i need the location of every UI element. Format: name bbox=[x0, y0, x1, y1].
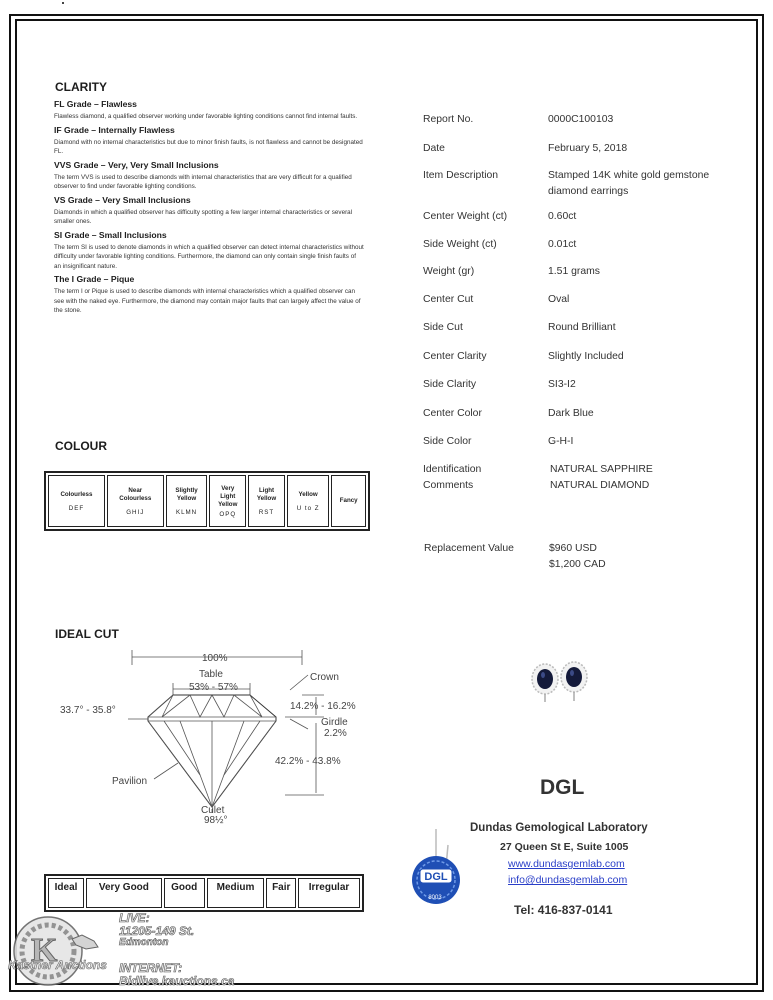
colour-cell bbox=[287, 475, 329, 527]
comments-label: Comments bbox=[423, 480, 474, 491]
grade-description: Flawless diamond, a qualified observer working under favorable lighting conditions cannot find internal faults. bbox=[54, 113, 358, 120]
logo-text: Kastner Auctions bbox=[8, 958, 107, 972]
colour-label: Near bbox=[128, 486, 143, 494]
grade-description: Diamond with no internal characteristics but due to minor finish faults, is not flawless and cannot be designated FL. bbox=[54, 138, 363, 155]
grade-vvs bbox=[54, 160, 364, 192]
crown-height-label: 14.2% - 16.2% bbox=[290, 701, 356, 712]
grade-description: The term I or Pique is used to describe diamonds with internal characteristics which a qualified observer can see with the naked eye. Furthermore, the diamond may contain major faults that can largely affect the value of the stone. bbox=[54, 288, 361, 314]
grade-description: The term SI is used to denote diamonds in which a qualified observer can detect internal characteristics without difficulty under favorable lighting conditions. Furthermore, the diamond can only contain single finish faults of an insignificant nature. bbox=[54, 243, 364, 270]
grade-title: VVS Grade – Very, Very Small Inclusions bbox=[54, 159, 219, 170]
colour-scale-table bbox=[44, 471, 370, 531]
colour-cell bbox=[331, 475, 366, 527]
identification-value: NATURAL DIAMOND bbox=[550, 480, 650, 491]
field-label: Report No. bbox=[423, 114, 474, 125]
field-value: G-H-I bbox=[548, 436, 574, 447]
grade-title: VS Grade – Very Small Inclusions bbox=[54, 194, 191, 205]
girdle-percent-label: 2.2% bbox=[324, 728, 347, 739]
colour-label: Colourless bbox=[60, 490, 93, 498]
crown-label: Crown bbox=[310, 672, 339, 683]
cut-grade-cell: Ideal bbox=[48, 878, 84, 908]
colour-cell bbox=[107, 475, 164, 527]
colour-cell bbox=[48, 475, 105, 527]
watermark-url[interactable]: Bidlive.kauctions.ca bbox=[119, 974, 235, 988]
watermark-address-line1: 11205-149 St. bbox=[119, 924, 195, 938]
field-value: Oval bbox=[548, 294, 570, 305]
grade-description: The term VVS is used to describe diamonds with internal characteristics that are very difficult for a qualified observer to find under favorable lighting conditions. bbox=[54, 173, 352, 190]
colour-cell bbox=[209, 475, 246, 527]
table-range-label: 53% - 57% bbox=[189, 682, 238, 693]
width-label: 100% bbox=[202, 653, 228, 664]
cut-grade-cell: Good bbox=[164, 878, 205, 908]
field-value: 0.01ct bbox=[548, 239, 577, 250]
colour-label: Yellow bbox=[256, 494, 277, 502]
girdle-pointer bbox=[290, 719, 308, 729]
lab-email-link[interactable]: info@dundasgemlab.com bbox=[508, 874, 628, 886]
table-label: Table bbox=[199, 669, 223, 680]
cut-grade-cell: Very Good bbox=[86, 878, 162, 908]
culet-percent-label: 98½° bbox=[204, 815, 228, 826]
field-value: 0000C100103 bbox=[548, 114, 614, 125]
kastner-auctions-logo bbox=[6, 915, 116, 995]
earrings-photo bbox=[525, 655, 595, 705]
seal-text: DGL bbox=[424, 871, 448, 883]
field-value: February 5, 2018 bbox=[548, 143, 628, 154]
watermark-internet-label: INTERNET: bbox=[119, 961, 183, 975]
earring-left bbox=[532, 664, 558, 702]
svg-text:K: K bbox=[31, 932, 58, 969]
colour-label: Light bbox=[220, 492, 236, 500]
culet-label: Culet bbox=[201, 805, 225, 816]
grade-title: IF Grade – Internally Flawless bbox=[54, 124, 175, 135]
replacement-value: $1,200 CAD bbox=[549, 559, 606, 570]
crown-facets bbox=[162, 695, 262, 717]
field-label: Side Weight (ct) bbox=[423, 239, 497, 250]
colour-label: Yellow bbox=[298, 490, 318, 498]
diamond-proportion-diagram bbox=[40, 645, 380, 835]
colour-heading: COLOUR bbox=[55, 439, 107, 453]
crown-edge bbox=[148, 695, 173, 717]
girdle-label: Girdle bbox=[321, 717, 348, 728]
colour-label: Slightly bbox=[175, 486, 198, 494]
field-value: 1.51 grams bbox=[548, 266, 600, 277]
watermark-live-label: LIVE: bbox=[119, 911, 150, 925]
colour-label: Very bbox=[221, 484, 235, 492]
colour-label: Colourless bbox=[119, 494, 152, 502]
grade-vs bbox=[54, 195, 364, 227]
seal-number: 8003 bbox=[428, 895, 442, 901]
ideal-cut-heading: IDEAL CUT bbox=[55, 627, 119, 641]
colour-cell bbox=[248, 475, 285, 527]
watermark-address-line2: Edmonton bbox=[119, 937, 169, 948]
grade-description: Diamonds in which a qualified observer has difficulty spotting a few larger internal characteristics or several smaller ones. bbox=[54, 208, 353, 225]
colour-codes: U to Z bbox=[296, 504, 320, 512]
colour-label: Yellow bbox=[218, 500, 238, 508]
colour-cell bbox=[166, 475, 208, 527]
field-label: Center Color bbox=[423, 408, 482, 419]
identification-value: NATURAL SAPPHIRE bbox=[550, 464, 653, 475]
cut-grade-scale bbox=[44, 874, 364, 912]
field-label: Item Description bbox=[423, 170, 499, 181]
colour-codes: DEF bbox=[68, 504, 85, 512]
grade-title: FL Grade – Flawless bbox=[54, 99, 137, 109]
crown-angle-label: 33.7° - 35.8° bbox=[60, 705, 116, 716]
colour-label: Fancy bbox=[339, 497, 358, 504]
field-label: Side Color bbox=[423, 436, 472, 447]
lab-abbreviation: DGL bbox=[540, 776, 585, 799]
field-label: Side Cut bbox=[423, 322, 463, 333]
dgl-hologram-seal bbox=[398, 825, 468, 915]
grade-if bbox=[54, 125, 364, 157]
field-value: SI3-I2 bbox=[548, 379, 576, 390]
pavilion-pointer bbox=[154, 763, 178, 779]
identification-label: Identification bbox=[423, 464, 482, 475]
grade-title: SI Grade – Small Inclusions bbox=[54, 229, 167, 240]
field-value: 0.60ct bbox=[548, 211, 577, 222]
pavilion-facet bbox=[180, 721, 212, 807]
field-value: Dark Blue bbox=[548, 408, 594, 419]
clarity-heading: CLARITY bbox=[55, 80, 107, 94]
grade-fl bbox=[54, 99, 364, 122]
field-value: Stamped 14K white gold gemstone diamond earrings bbox=[548, 170, 710, 197]
cut-grade-cell: Irregular bbox=[298, 878, 360, 908]
field-label: Center Cut bbox=[423, 294, 474, 305]
crown-pointer bbox=[290, 675, 308, 690]
colour-codes: KLMN bbox=[175, 508, 198, 516]
field-label: Weight (gr) bbox=[423, 266, 475, 277]
colour-label: Yellow bbox=[176, 494, 197, 502]
lab-address: 27 Queen St E, Suite 1005 bbox=[500, 841, 629, 853]
grade-i bbox=[54, 274, 364, 316]
cut-grade-cell: Fair bbox=[266, 878, 296, 908]
pavilion-facet bbox=[212, 721, 244, 807]
field-label: Date bbox=[423, 143, 445, 154]
pavilion-label: Pavilion bbox=[112, 776, 148, 787]
colour-codes: RST bbox=[258, 508, 275, 516]
replacement-value-label: Replacement Value bbox=[424, 543, 514, 554]
earring-right bbox=[561, 662, 587, 701]
colour-label: Light bbox=[258, 486, 275, 494]
replacement-value: $960 USD bbox=[549, 543, 597, 554]
lab-website-link[interactable]: www.dundasgemlab.com bbox=[508, 858, 625, 870]
colour-codes: GHIJ bbox=[126, 508, 145, 516]
field-value: Round Brilliant bbox=[548, 322, 616, 333]
field-label: Side Clarity bbox=[423, 379, 477, 390]
field-value: Slightly Included bbox=[548, 351, 624, 362]
pavilion-depth-label: 42.2% - 43.8% bbox=[275, 756, 341, 767]
clarity-grades bbox=[54, 99, 364, 319]
colour-codes: OPQ bbox=[219, 510, 237, 518]
grade-title: The I Grade – Pique bbox=[54, 274, 135, 284]
scan-speck bbox=[62, 2, 64, 4]
lab-phone: Tel: 416-837-0141 bbox=[514, 903, 613, 917]
grade-si bbox=[54, 230, 364, 272]
field-label: Center Clarity bbox=[423, 351, 487, 362]
field-label: Center Weight (ct) bbox=[423, 211, 508, 222]
cut-grade-cell: Medium bbox=[207, 878, 265, 908]
lab-name: Dundas Gemological Laboratory bbox=[470, 822, 648, 834]
